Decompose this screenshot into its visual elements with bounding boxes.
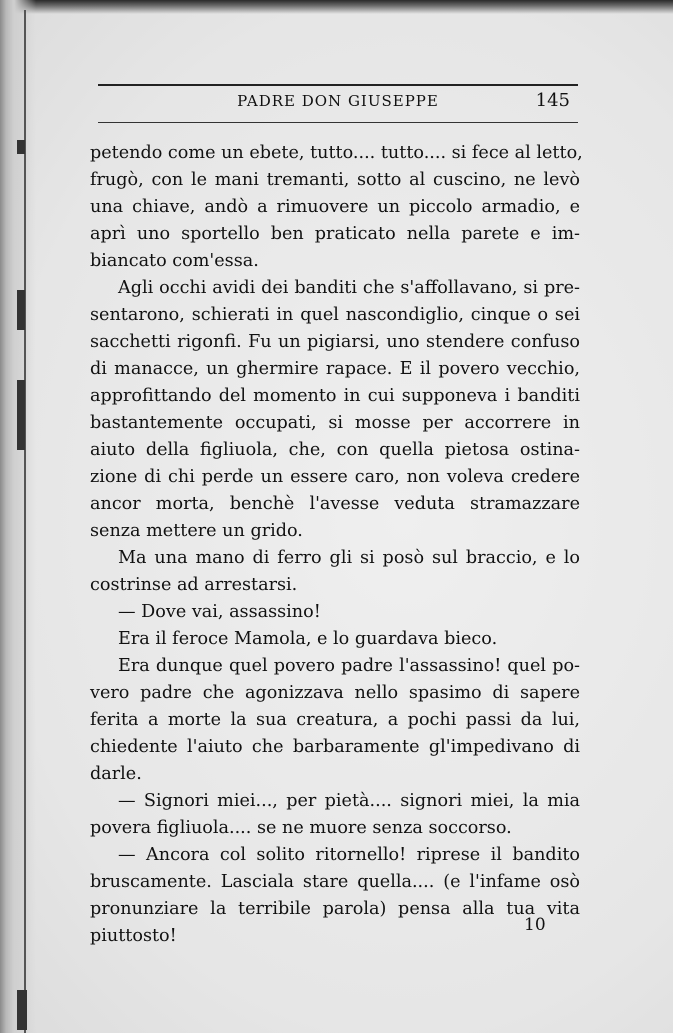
running-title: PADRE DON GIUSEPPE <box>237 92 439 110</box>
text-line: petendo come un ebete, tutto.... tutto.... si fece al letto, <box>90 143 583 163</box>
body-text <box>90 140 583 950</box>
text-line: piuttosto! <box>90 926 177 946</box>
binding-shadow <box>0 0 36 1033</box>
binding-mark <box>17 380 25 450</box>
text-line: biancato com'essa. <box>90 251 259 271</box>
text-line: di manacce, un ghermire rapace. E il povero vecchio, <box>90 359 580 379</box>
header-rule-bottom <box>98 122 578 123</box>
text-line: sentarono, schierati in quel nascondiglio, cinque o sei <box>90 305 580 325</box>
running-header <box>98 84 578 124</box>
text-line: frugò, con le mani tremanti, sotto al cuscino, ne levò <box>90 170 580 190</box>
text-line: povera figliuola.... se ne muore senza soccorso. <box>90 818 512 838</box>
signature-mark: 10 <box>524 915 546 935</box>
text-line: aprì uno sportello ben praticato nella parete e im- <box>90 224 580 244</box>
text-line: costrinse ad arrestarsi. <box>90 575 298 595</box>
text-line: Era il feroce Mamola, e lo guardava bieco. <box>118 629 498 649</box>
text-line: Ma una mano di ferro gli si posò sul braccio, e lo <box>118 548 580 568</box>
text-line: chiedente l'aiuto che barbaramente gl'impedivano di <box>90 737 580 757</box>
binding-mark <box>17 140 25 154</box>
text-line: bruscamente. Lasciala stare quella.... (e l'infame osò <box>90 872 580 892</box>
text-line: bastantemente occupati, si mosse per accorrere in <box>90 413 580 433</box>
text-line: — Ancora col solito ritornello! riprese il bandito <box>118 845 580 865</box>
scan-top-edge <box>0 0 673 14</box>
text-line: una chiave, andò a rimuovere un piccolo armadio, e <box>90 197 580 217</box>
text-line: aiuto della figliuola, che, con quella pietosa ostina- <box>90 440 580 460</box>
binding-line <box>24 10 26 1033</box>
text-line: sacchetti rigonfi. Fu un pigiarsi, uno stendere confuso <box>90 332 580 352</box>
page-number: 145 <box>535 90 570 111</box>
text-line: — Dove vai, assassino! <box>118 602 321 622</box>
text-line: Era dunque quel povero padre l'assassino! quel po- <box>118 656 580 676</box>
text-line: darle. <box>90 764 142 784</box>
text-line: Agli occhi avidi dei banditi che s'affollavano, si pre- <box>118 278 580 298</box>
binding-mark <box>17 290 25 330</box>
text-line: zione di chi perde un essere caro, non voleva credere <box>90 467 580 487</box>
text-line: ferita a morte la sua creatura, a pochi passi da lui, <box>90 710 580 730</box>
text-line: senza mettere un grido. <box>90 521 303 541</box>
text-line: vero padre che agonizzava nello spasimo di sapere <box>90 683 580 703</box>
text-line: approfittando del momento in cui supponeva i banditi <box>90 386 580 406</box>
text-line: pronunziare la terribile parola) pensa alla tua vita <box>90 899 580 919</box>
binding-mark <box>17 990 27 1030</box>
text-line: — Signori miei..., per pietà.... signori miei, la mia <box>118 791 580 811</box>
text-line: ancor morta, benchè l'avesse veduta stramazzare <box>90 494 580 514</box>
header-rule-top <box>98 84 578 86</box>
